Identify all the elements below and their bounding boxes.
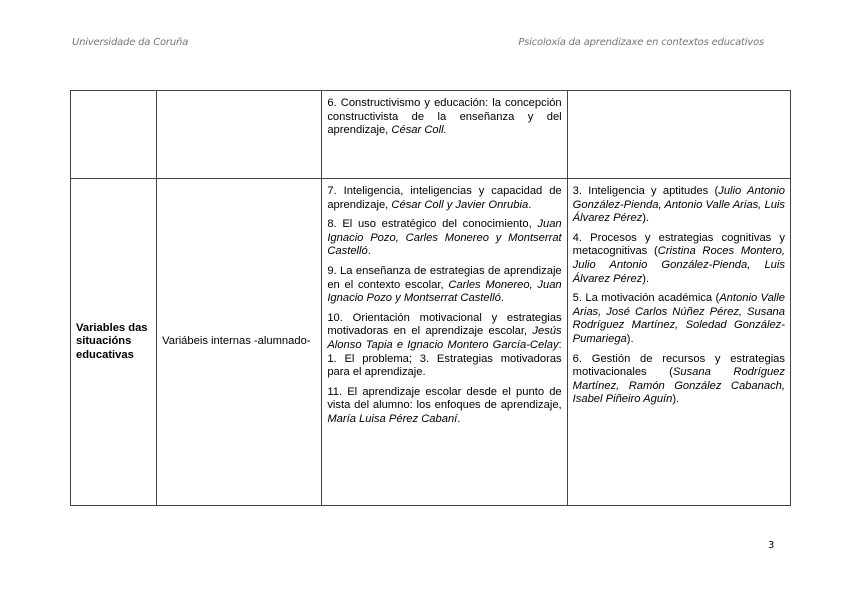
reading-title: ). [672,393,680,406]
table-cell [322,91,567,179]
table-cell [71,91,157,179]
reading-entry [573,353,785,407]
reading-entry [327,265,561,306]
reading-entry [573,292,785,346]
table-cell [567,91,790,179]
category-cell: Variables das situacións educativas [71,179,157,506]
reading-entry [327,218,561,259]
reading-title: 6. Constructivismo y educación: la concepción constructivista de la enseñanza y del aprendizaje, [327,97,562,137]
reading-title: 8. El uso estratégico del conocimiento, [327,218,538,231]
header-right: Psicoloxía da aprendizaxe en contextos educativos [518,37,764,48]
reading-title: ). [626,332,634,345]
readings-cell [322,179,567,506]
table-row [71,91,791,179]
reading-title: : 1. El problema; 3. Estrategias motivadoras para el aprendizaje. [327,338,562,379]
reading-title: 5. La motivación académica ( [572,292,720,305]
page-number: 3 [768,540,775,551]
table-row [71,179,791,506]
content-table [70,90,791,506]
reading-author: Antonio Valle Arias, José Carlos Núñez Pérez, Susana Rodríguez Martínez, Soledad González-Pumariega [572,292,785,345]
reading-author: César Coll y Javier Onrubia [391,198,529,211]
reading-entry [573,232,785,286]
reading-entry [327,312,561,380]
reading-title: ). [642,272,650,285]
reading-author: Susana Rodríguez Martínez, Ramón González Cabanach, Isabel Piñeiro Aguín [572,366,785,406]
header-left: Universidade da Coruña [72,37,189,48]
reading-title: 11. El aprendizaje escolar desde el punto de vista del alumno: los enfoques de aprendizaje, [327,385,562,412]
reading-entry [327,97,561,138]
reading-title: 7. Inteligencia, inteligencias y capacidad de aprendizaje, [327,185,562,211]
reading-author: Juan Ignacio Pozo, Carles Monereo y Montserrat Castelló [327,218,562,258]
reading-title: . [528,198,532,211]
reading-title: ). [642,212,650,225]
reading-title: 3. Inteligencia y aptitudes ( [572,185,719,197]
reading-title: 10. Orientación motivacional y estrategias motivadoras en el aprendizaje escolar, [327,311,562,338]
readings-cell [567,179,790,506]
reading-title: 9. La enseñanza de estrategias de aprendizaje en el contexto escolar, [327,264,562,291]
reading-entry [327,185,561,212]
reading-author: Carles Monereo, Juan Ignacio Pozo y Montserrat Castelló [327,278,562,305]
reading-title: . [367,245,371,258]
reading-author: María Luisa Pérez Cabaní [327,412,458,425]
reading-title: . [500,292,504,305]
reading-author: César Coll. [391,124,447,137]
reading-title: 6. Gestión de recursos y estrategias motivacionales ( [572,352,785,379]
table-cell [157,91,322,179]
reading-author: Julio Antonio González-Pienda, Antonio Valle Arias, Luis Álvarez Pérez [572,185,785,225]
subcategory-cell: Variábeis internas -alumnado- [157,179,322,506]
reading-entry [327,386,561,427]
reading-author: Jesús Alonso Tapia e Ignacio Montero García-Celay [327,325,562,351]
reading-title: 4. Procesos y estrategias cognitivas y metacognitivas ( [572,231,785,258]
reading-entry [573,185,785,226]
reading-author: Cristina Roces Montero, Julio Antonio González-Pienda, Luis Álvarez Pérez [572,245,785,285]
reading-title: . [457,412,461,425]
